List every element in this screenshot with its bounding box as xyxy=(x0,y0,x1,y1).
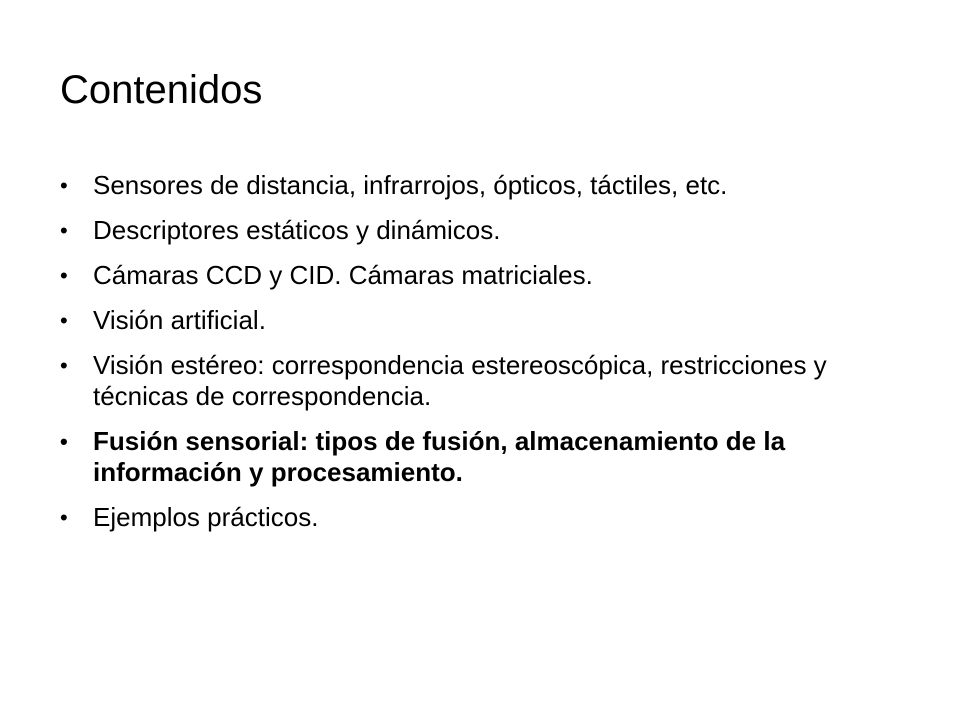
bullet-item xyxy=(60,260,920,291)
bullet-item xyxy=(60,170,920,201)
slide-title: Contenidos xyxy=(60,68,263,112)
bullet-dot-icon: • xyxy=(60,505,68,530)
bullet-dot-icon: • xyxy=(60,429,68,454)
bullet-text: Cámaras CCD y CID. Cámaras matriciales. xyxy=(93,260,593,290)
bullet-text: Ejemplos prácticos. xyxy=(93,502,319,532)
bullet-text: Visión estéreo: correspondencia estereoscópica, restricciones y técnicas de correspondencia. xyxy=(93,350,827,411)
bullet-item-highlighted xyxy=(60,426,920,488)
bullet-text: Descriptores estáticos y dinámicos. xyxy=(93,215,501,245)
bullet-item xyxy=(60,350,920,412)
bullet-dot-icon: • xyxy=(60,173,68,198)
bullet-item xyxy=(60,305,920,336)
bullet-item xyxy=(60,215,920,246)
bullet-text: Fusión sensorial: tipos de fusión, almacenamiento de la información y procesamiento. xyxy=(93,426,786,487)
bullet-dot-icon: • xyxy=(60,308,68,333)
bullet-text: Sensores de distancia, infrarrojos, ópticos, táctiles, etc. xyxy=(93,170,728,200)
bullet-item xyxy=(60,502,920,533)
bullet-dot-icon: • xyxy=(60,353,68,378)
bullet-list xyxy=(60,170,920,547)
bullet-dot-icon: • xyxy=(60,263,68,288)
bullet-text: Visión artificial. xyxy=(93,305,266,335)
bullet-dot-icon: • xyxy=(60,218,68,243)
